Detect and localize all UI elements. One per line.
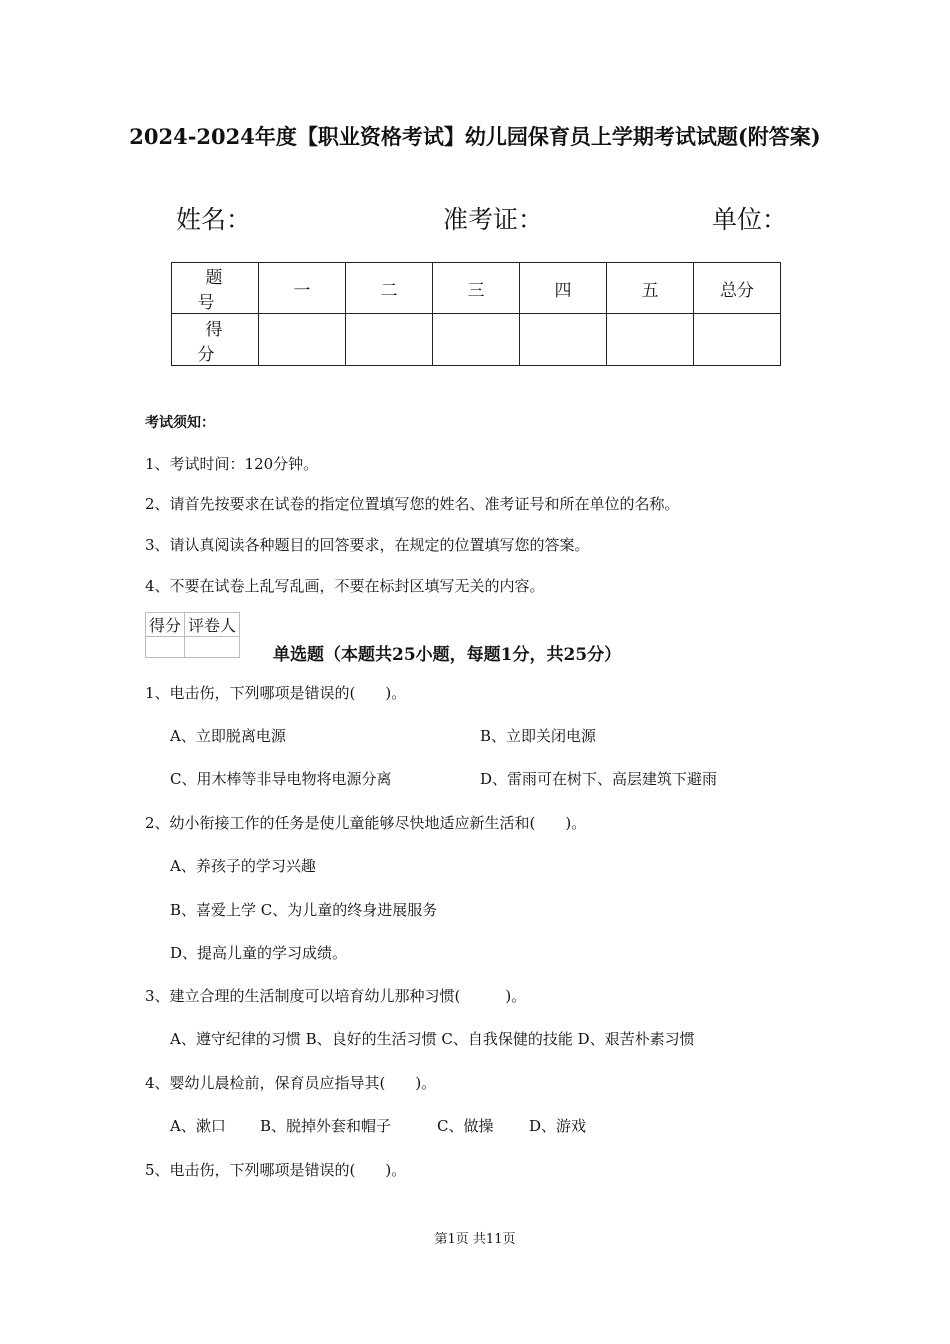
unit-label: 单位： <box>712 205 788 234</box>
score-row-label: 得 分 <box>172 314 259 366</box>
option-4d: D、游戏 <box>529 1117 587 1135</box>
notice-item: 2、请首先按要求在试卷的指定位置填写您的姓名、准考证号和所在单位的名称。 <box>145 495 680 513</box>
notice-title: 考试须知： <box>145 415 215 431</box>
question-1: 1、电击伤，下列哪项是错误的( )。 <box>145 684 407 702</box>
option-2d: D、提高儿童的学习成绩。 <box>170 944 348 962</box>
grader-score-cell <box>146 637 185 658</box>
question-4: 4、婴幼儿晨检前，保育员应指导其( )。 <box>145 1074 437 1092</box>
document-title: 2024-2024年度【职业资格考试】幼儿园保育员上学期考试试题(附答案) <box>129 124 821 149</box>
score-header-total: 总分 <box>694 263 781 314</box>
page-footer: 第1页 共11页 <box>434 1232 516 1247</box>
score-header-2: 二 <box>346 263 433 314</box>
option-4a: A、漱口 <box>170 1117 226 1135</box>
score-table <box>171 262 781 366</box>
score-header-label: 题 号 <box>172 263 259 314</box>
option-1b: B、立即关闭电源 <box>480 727 597 745</box>
score-header-5: 五 <box>607 263 694 314</box>
option-2a: A、养孩子的学习兴趣 <box>170 857 316 875</box>
grader-table <box>145 612 240 658</box>
option-2bc: B、喜爱上学 C、为儿童的终身进展服务 <box>170 901 438 919</box>
notice-item: 4、不要在试卷上乱写乱画，不要在标封区填写无关的内容。 <box>145 577 545 595</box>
options-3: A、遵守纪律的习惯 B、良好的生活习惯 C、自我保健的技能 D、艰苦朴素习惯 <box>170 1030 695 1048</box>
section-title: 单选题（本题共25小题，每题1分，共25分） <box>273 645 622 665</box>
grader-score-label: 得分 <box>146 613 185 637</box>
option-1c: C、用木棒等非导电物将电源分离 <box>170 770 392 788</box>
notice-item: 1、考试时间：120分钟。 <box>145 455 319 473</box>
question-3: 3、建立合理的生活制度可以培育幼儿那种习惯( )。 <box>145 987 527 1005</box>
score-header-3: 三 <box>433 263 520 314</box>
score-cell <box>433 314 520 366</box>
notice-item: 3、请认真阅读各种题目的回答要求，在规定的位置填写您的答案。 <box>145 536 590 554</box>
option-1a: A、立即脱离电源 <box>170 727 286 745</box>
score-header-4: 四 <box>520 263 607 314</box>
exam-id-label: 准考证： <box>443 205 544 234</box>
question-2: 2、幼小衔接工作的任务是使儿童能够尽快地适应新生活和( )。 <box>145 814 587 832</box>
option-4c: C、做操 <box>437 1117 494 1135</box>
grader-reviewer-label: 评卷人 <box>185 613 240 637</box>
score-header-1: 一 <box>259 263 346 314</box>
option-1d: D、雷雨可在树下、高层建筑下避雨 <box>480 770 718 788</box>
option-4b: B、脱掉外套和帽子 <box>260 1117 392 1135</box>
name-label: 姓名： <box>176 205 252 234</box>
score-cell <box>346 314 433 366</box>
question-5: 5、电击伤，下列哪项是错误的( )。 <box>145 1161 407 1179</box>
grader-reviewer-cell <box>185 637 240 658</box>
score-cell <box>694 314 781 366</box>
score-cell <box>607 314 694 366</box>
score-cell <box>520 314 607 366</box>
